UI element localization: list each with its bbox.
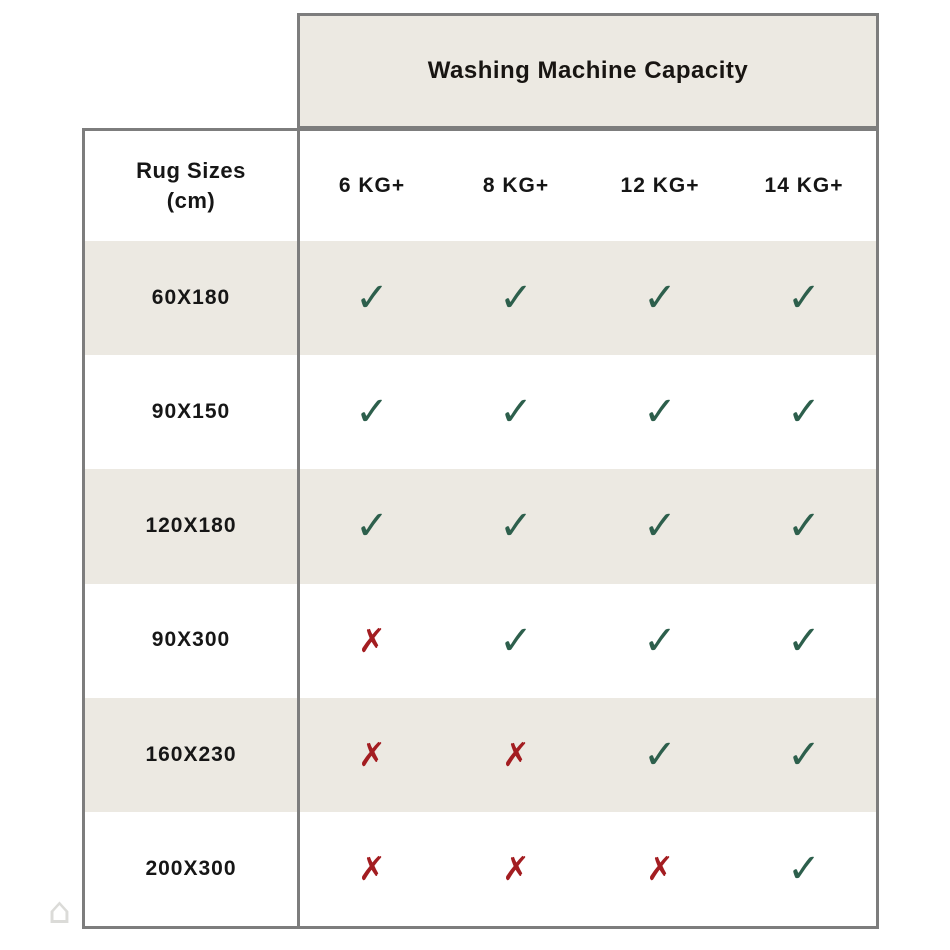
rug-sizes-corner-label [85, 131, 300, 241]
mark-cell [300, 355, 444, 469]
cross-icon: ✗ [358, 621, 386, 661]
capacity-table [82, 128, 879, 929]
check-icon: ✓ [787, 275, 821, 322]
cross-icon: ✗ [502, 849, 530, 889]
rug-size-label: 90X300 [85, 584, 300, 698]
check-icon: ✓ [643, 503, 677, 550]
mark-cell [300, 584, 444, 698]
table-row-200x300 [85, 812, 876, 926]
rug-sizes-label-line2: (cm) [166, 188, 216, 213]
mark-cell [444, 698, 588, 812]
mark-cell [732, 584, 876, 698]
mark-cell [732, 355, 876, 469]
check-icon: ✓ [787, 845, 821, 892]
mark-cell [588, 241, 732, 355]
check-icon: ✓ [499, 617, 533, 664]
check-icon: ✓ [787, 731, 821, 778]
column-header-8-kg-: 8 KG+ [482, 174, 550, 197]
cross-icon: ✗ [502, 735, 530, 775]
table-row-160x230 [85, 698, 876, 812]
column-header-6-kg-: 6 KG+ [338, 174, 406, 197]
mark-cell [300, 469, 444, 583]
mark-cell [444, 812, 588, 926]
rug-size-label: 200X300 [85, 812, 300, 926]
check-icon: ✓ [787, 617, 821, 664]
mark-cell [732, 241, 876, 355]
table-row-60x180 [85, 241, 876, 355]
cross-icon: ✗ [646, 849, 674, 889]
check-icon: ✓ [499, 389, 533, 436]
mark-cell [732, 469, 876, 583]
rug-size-label: 90X150 [85, 355, 300, 469]
mark-cell [732, 698, 876, 812]
table-row-90x300 [85, 584, 876, 698]
check-icon: ✓ [355, 503, 389, 550]
mark-cell [588, 584, 732, 698]
cross-icon: ✗ [358, 849, 386, 889]
check-icon: ✓ [787, 503, 821, 550]
mark-cell [588, 698, 732, 812]
table-rows [85, 241, 876, 926]
check-icon: ✓ [355, 275, 389, 322]
table-row-120x180 [85, 469, 876, 583]
check-icon: ✓ [499, 275, 533, 322]
rug-size-label: 120X180 [85, 469, 300, 583]
check-icon: ✓ [643, 389, 677, 436]
cross-icon: ✗ [358, 735, 386, 775]
mark-cell [588, 469, 732, 583]
mark-cell [300, 241, 444, 355]
mark-cell [444, 469, 588, 583]
capacity-header-banner [297, 13, 879, 129]
mark-cell [444, 241, 588, 355]
mark-cell [300, 812, 444, 926]
column-header-row [85, 131, 876, 241]
rug-size-label: 160X230 [85, 698, 300, 812]
column-header-14-kg-: 14 KG+ [764, 174, 844, 197]
mark-cell [300, 698, 444, 812]
mark-cell [444, 584, 588, 698]
rug-sizes-label-line1: Rug Sizes [136, 158, 246, 184]
check-icon: ✓ [499, 503, 533, 550]
mark-cell [444, 355, 588, 469]
check-icon: ✓ [643, 731, 677, 778]
check-icon: ✓ [355, 389, 389, 436]
mark-cell [588, 812, 732, 926]
check-icon: ✓ [643, 617, 677, 664]
column-header-12-kg-: 12 KG+ [620, 174, 700, 197]
chart-title: Washing Machine Capacity [427, 57, 749, 84]
watermark-icon: ⌂ [48, 891, 71, 932]
table-row-90x150 [85, 355, 876, 469]
rug-size-label: 60X180 [85, 241, 300, 355]
check-icon: ✓ [787, 389, 821, 436]
mark-cell [588, 355, 732, 469]
mark-cell [732, 812, 876, 926]
check-icon: ✓ [643, 275, 677, 322]
